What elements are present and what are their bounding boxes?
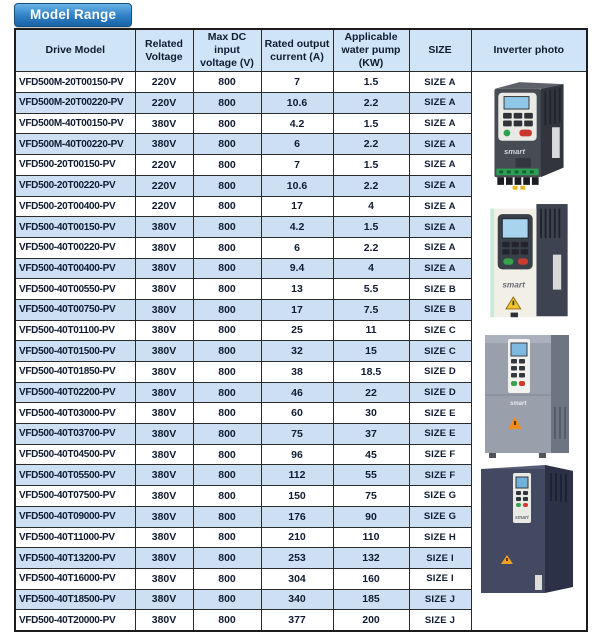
- cell-rated-current: 32: [261, 341, 333, 362]
- cell-size: SIZE B: [409, 279, 471, 300]
- cell-pump-kw: 22: [333, 382, 409, 403]
- cell-size: SIZE F: [409, 465, 471, 486]
- cell-size: SIZE A: [409, 72, 471, 93]
- cell-pump-kw: 132: [333, 548, 409, 569]
- cell-size: SIZE A: [409, 258, 471, 279]
- col-header-related-voltage: Related Voltage: [135, 29, 193, 72]
- inverter-photo-size-b-icon: [483, 196, 575, 328]
- cell-max-dc-voltage: 800: [193, 72, 261, 93]
- cell-size: SIZE C: [409, 320, 471, 341]
- cell-max-dc-voltage: 800: [193, 134, 261, 155]
- cell-rated-current: 176: [261, 506, 333, 527]
- col-header-rated-current: Rated output current (A): [261, 29, 333, 72]
- cell-rated-current: 17: [261, 299, 333, 320]
- cell-max-dc-voltage: 800: [193, 155, 261, 176]
- cell-related-voltage: 380V: [135, 465, 193, 486]
- inverter-photo-size-a-icon: [481, 75, 577, 193]
- cell-max-dc-voltage: 800: [193, 320, 261, 341]
- cell-pump-kw: 30: [333, 403, 409, 424]
- header-row: [15, 29, 587, 72]
- cell-max-dc-voltage: 800: [193, 237, 261, 258]
- cell-pump-kw: 75: [333, 486, 409, 507]
- cell-related-voltage: 380V: [135, 486, 193, 507]
- cell-drive-model: VFD500-40T00150-PV: [15, 217, 135, 238]
- cell-size: SIZE E: [409, 424, 471, 445]
- col-header-size: SIZE: [409, 29, 471, 72]
- cell-pump-kw: 2.2: [333, 237, 409, 258]
- cell-pump-kw: 5.5: [333, 279, 409, 300]
- model-range-title: Model Range: [14, 3, 132, 27]
- cell-related-voltage: 220V: [135, 72, 193, 93]
- cell-related-voltage: 380V: [135, 134, 193, 155]
- cell-size: SIZE G: [409, 506, 471, 527]
- cell-related-voltage: 380V: [135, 506, 193, 527]
- cell-max-dc-voltage: 800: [193, 589, 261, 610]
- cell-max-dc-voltage: 800: [193, 175, 261, 196]
- cell-drive-model: VFD500M-20T00220-PV: [15, 93, 135, 114]
- cell-drive-model: VFD500-40T16000-PV: [15, 568, 135, 589]
- cell-rated-current: 60: [261, 403, 333, 424]
- cell-drive-model: VFD500-20T00220-PV: [15, 175, 135, 196]
- svg-text:smart: smart: [509, 400, 527, 407]
- cell-related-voltage: 380V: [135, 403, 193, 424]
- col-header-max-dc-voltage: Max DC input voltage (V): [193, 29, 261, 72]
- cell-pump-kw: 2.2: [333, 175, 409, 196]
- cell-drive-model: VFD500-40T04500-PV: [15, 444, 135, 465]
- cell-rated-current: 75: [261, 424, 333, 445]
- cell-related-voltage: 380V: [135, 258, 193, 279]
- cell-rated-current: 7: [261, 72, 333, 93]
- cell-pump-kw: 2.2: [333, 93, 409, 114]
- svg-text:smart: smart: [514, 515, 529, 522]
- cell-rated-current: 96: [261, 444, 333, 465]
- col-header-drive-model: Drive Model: [15, 29, 135, 72]
- cell-drive-model: VFD500-40T18500-PV: [15, 589, 135, 610]
- cell-drive-model: VFD500-40T00220-PV: [15, 237, 135, 258]
- cell-related-voltage: 380V: [135, 610, 193, 631]
- cell-rated-current: 6: [261, 237, 333, 258]
- cell-size: SIZE A: [409, 237, 471, 258]
- table-body: [15, 72, 587, 631]
- cell-related-voltage: 380V: [135, 217, 193, 238]
- cell-size: SIZE I: [409, 548, 471, 569]
- cell-size: SIZE A: [409, 134, 471, 155]
- cell-size: SIZE B: [409, 299, 471, 320]
- cell-rated-current: 38: [261, 362, 333, 383]
- cell-drive-model: VFD500-40T20000-PV: [15, 610, 135, 631]
- cell-drive-model: VFD500-40T00550-PV: [15, 279, 135, 300]
- cell-max-dc-voltage: 800: [193, 424, 261, 445]
- cell-related-voltage: 220V: [135, 93, 193, 114]
- cell-rated-current: 4.2: [261, 217, 333, 238]
- cell-rated-current: 4.2: [261, 113, 333, 134]
- cell-max-dc-voltage: 800: [193, 403, 261, 424]
- cell-related-voltage: 380V: [135, 589, 193, 610]
- cell-size: SIZE A: [409, 196, 471, 217]
- cell-drive-model: VFD500-40T01100-PV: [15, 320, 135, 341]
- cell-max-dc-voltage: 800: [193, 465, 261, 486]
- col-header-inverter-photo: Inverter photo: [471, 29, 587, 72]
- cell-related-voltage: 380V: [135, 568, 193, 589]
- inverter-photo-stack: [472, 72, 587, 600]
- cell-drive-model: VFD500M-40T00220-PV: [15, 134, 135, 155]
- cell-rated-current: 46: [261, 382, 333, 403]
- cell-drive-model: VFD500-40T11000-PV: [15, 527, 135, 548]
- cell-related-voltage: 380V: [135, 299, 193, 320]
- cell-related-voltage: 380V: [135, 548, 193, 569]
- cell-drive-model: VFD500-40T05500-PV: [15, 465, 135, 486]
- cell-rated-current: 304: [261, 568, 333, 589]
- cell-pump-kw: 15: [333, 341, 409, 362]
- cell-drive-model: VFD500-40T00750-PV: [15, 299, 135, 320]
- cell-related-voltage: 380V: [135, 382, 193, 403]
- cell-max-dc-voltage: 800: [193, 382, 261, 403]
- cell-pump-kw: 110: [333, 527, 409, 548]
- cell-max-dc-voltage: 800: [193, 610, 261, 631]
- cell-max-dc-voltage: 800: [193, 93, 261, 114]
- cell-size: SIZE G: [409, 486, 471, 507]
- cell-pump-kw: 55: [333, 465, 409, 486]
- cell-pump-kw: 90: [333, 506, 409, 527]
- cell-pump-kw: 4: [333, 196, 409, 217]
- cell-max-dc-voltage: 800: [193, 341, 261, 362]
- cell-rated-current: 25: [261, 320, 333, 341]
- cell-max-dc-voltage: 800: [193, 217, 261, 238]
- cell-related-voltage: 380V: [135, 279, 193, 300]
- cell-related-voltage: 380V: [135, 424, 193, 445]
- col-header-pump-kw: Applicable water pump (KW): [333, 29, 409, 72]
- svg-text:smart: smart: [502, 280, 525, 290]
- cell-rated-current: 112: [261, 465, 333, 486]
- cell-pump-kw: 200: [333, 610, 409, 631]
- cell-size: SIZE A: [409, 113, 471, 134]
- cell-rated-current: 10.6: [261, 93, 333, 114]
- cell-size: SIZE I: [409, 568, 471, 589]
- cell-pump-kw: 1.5: [333, 113, 409, 134]
- cell-pump-kw: 2.2: [333, 134, 409, 155]
- cell-rated-current: 210: [261, 527, 333, 548]
- cell-drive-model: VFD500-40T03000-PV: [15, 403, 135, 424]
- cell-size: SIZE A: [409, 93, 471, 114]
- table-row: [15, 72, 587, 93]
- cell-max-dc-voltage: 800: [193, 506, 261, 527]
- cell-pump-kw: 185: [333, 589, 409, 610]
- cell-rated-current: 150: [261, 486, 333, 507]
- cell-pump-kw: 1.5: [333, 155, 409, 176]
- cell-rated-current: 340: [261, 589, 333, 610]
- cell-size: SIZE D: [409, 382, 471, 403]
- cell-pump-kw: 7.5: [333, 299, 409, 320]
- cell-max-dc-voltage: 800: [193, 548, 261, 569]
- cell-related-voltage: 380V: [135, 362, 193, 383]
- cell-drive-model: VFD500-40T01500-PV: [15, 341, 135, 362]
- cell-pump-kw: 11: [333, 320, 409, 341]
- cell-max-dc-voltage: 800: [193, 444, 261, 465]
- inverter-photo-cell: [471, 72, 587, 631]
- cell-pump-kw: 4: [333, 258, 409, 279]
- cell-related-voltage: 380V: [135, 444, 193, 465]
- cell-size: SIZE A: [409, 155, 471, 176]
- cell-size: SIZE J: [409, 610, 471, 631]
- cell-pump-kw: 1.5: [333, 217, 409, 238]
- cell-size: SIZE H: [409, 527, 471, 548]
- cell-size: SIZE F: [409, 444, 471, 465]
- cell-size: SIZE C: [409, 341, 471, 362]
- cell-pump-kw: 160: [333, 568, 409, 589]
- cell-rated-current: 17: [261, 196, 333, 217]
- cell-related-voltage: 220V: [135, 175, 193, 196]
- cell-size: SIZE E: [409, 403, 471, 424]
- cell-max-dc-voltage: 800: [193, 362, 261, 383]
- cell-max-dc-voltage: 800: [193, 279, 261, 300]
- cell-max-dc-voltage: 800: [193, 113, 261, 134]
- cell-max-dc-voltage: 800: [193, 568, 261, 589]
- cell-rated-current: 9.4: [261, 258, 333, 279]
- inverter-photo-size-d-icon: [479, 331, 579, 461]
- cell-max-dc-voltage: 800: [193, 196, 261, 217]
- cell-pump-kw: 37: [333, 424, 409, 445]
- cell-pump-kw: 1.5: [333, 72, 409, 93]
- cell-drive-model: VFD500-40T03700-PV: [15, 424, 135, 445]
- cell-max-dc-voltage: 800: [193, 299, 261, 320]
- cell-size: SIZE A: [409, 175, 471, 196]
- cell-related-voltage: 380V: [135, 527, 193, 548]
- cell-max-dc-voltage: 800: [193, 527, 261, 548]
- cell-drive-model: VFD500-20T00150-PV: [15, 155, 135, 176]
- cell-rated-current: 253: [261, 548, 333, 569]
- cell-drive-model: VFD500-20T00400-PV: [15, 196, 135, 217]
- cell-rated-current: 10.6: [261, 175, 333, 196]
- cell-drive-model: VFD500M-20T00150-PV: [15, 72, 135, 93]
- cell-max-dc-voltage: 800: [193, 486, 261, 507]
- inverter-photo-size-g-icon: [477, 463, 581, 597]
- cell-related-voltage: 380V: [135, 113, 193, 134]
- cell-drive-model: VFD500M-40T00150-PV: [15, 113, 135, 134]
- cell-rated-current: 7: [261, 155, 333, 176]
- model-range-table: [14, 28, 588, 632]
- cell-rated-current: 13: [261, 279, 333, 300]
- cell-size: SIZE J: [409, 589, 471, 610]
- cell-related-voltage: 380V: [135, 320, 193, 341]
- cell-related-voltage: 220V: [135, 155, 193, 176]
- cell-drive-model: VFD500-40T07500-PV: [15, 486, 135, 507]
- cell-related-voltage: 380V: [135, 237, 193, 258]
- svg-text:smart: smart: [503, 147, 525, 157]
- cell-size: SIZE D: [409, 362, 471, 383]
- cell-rated-current: 377: [261, 610, 333, 631]
- cell-drive-model: VFD500-40T09000-PV: [15, 506, 135, 527]
- cell-drive-model: VFD500-40T01850-PV: [15, 362, 135, 383]
- cell-drive-model: VFD500-40T13200-PV: [15, 548, 135, 569]
- cell-pump-kw: 18.5: [333, 362, 409, 383]
- cell-pump-kw: 45: [333, 444, 409, 465]
- cell-size: SIZE A: [409, 217, 471, 238]
- cell-rated-current: 6: [261, 134, 333, 155]
- cell-max-dc-voltage: 800: [193, 258, 261, 279]
- cell-related-voltage: 220V: [135, 196, 193, 217]
- cell-drive-model: VFD500-40T02200-PV: [15, 382, 135, 403]
- cell-related-voltage: 380V: [135, 341, 193, 362]
- cell-drive-model: VFD500-40T00400-PV: [15, 258, 135, 279]
